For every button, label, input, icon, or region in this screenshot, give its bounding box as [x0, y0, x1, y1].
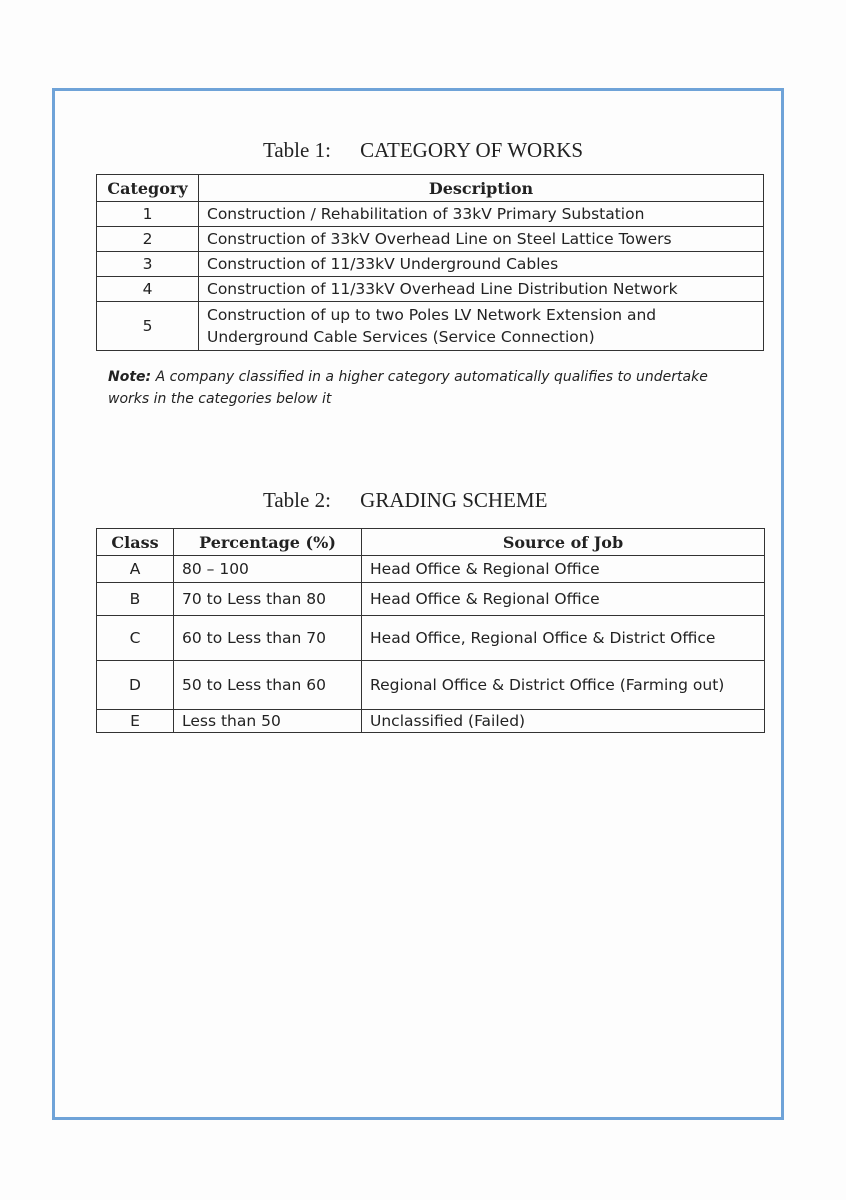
note-label: Note: [108, 369, 152, 385]
percentage-cell: Less than 50 [174, 710, 362, 733]
table1-caption [263, 138, 583, 163]
table-row [97, 661, 765, 710]
table-row [97, 616, 765, 661]
category-of-works-table [96, 174, 764, 351]
class-cell: B [97, 583, 174, 616]
description-cell: Construction of 11/33kV Overhead Line Distribution Network [199, 277, 764, 302]
category-cell: 5 [97, 302, 199, 351]
percentage-cell: 80 – 100 [174, 556, 362, 583]
category-cell: 3 [97, 252, 199, 277]
source-cell: Head Office, Regional Office & District Office [362, 616, 765, 661]
source-cell: Head Office & Regional Office [362, 556, 765, 583]
grading-scheme-table [96, 528, 765, 733]
description-cell: Construction of 33kV Overhead Line on Steel Lattice Towers [199, 227, 764, 252]
column-header-class: Class [97, 529, 174, 556]
table-row [97, 277, 764, 302]
table-row [97, 710, 765, 733]
class-cell: A [97, 556, 174, 583]
class-cell: C [97, 616, 174, 661]
table1-caption-label: Table 1: [263, 138, 331, 162]
column-header-description: Description [199, 175, 764, 202]
column-header-category: Category [97, 175, 199, 202]
table-row [97, 302, 764, 351]
category-cell: 4 [97, 277, 199, 302]
description-cell: Construction of up to two Poles LV Network Extension and Underground Cable Services (Service Connection) [199, 302, 764, 351]
table-row [97, 227, 764, 252]
table2-caption-label: Table 2: [263, 488, 331, 512]
table-header-row [97, 529, 765, 556]
note-paragraph [108, 366, 748, 410]
source-cell: Unclassified (Failed) [362, 710, 765, 733]
source-cell: Head Office & Regional Office [362, 583, 765, 616]
percentage-cell: 50 to Less than 60 [174, 661, 362, 710]
table-row [97, 583, 765, 616]
description-cell: Construction of 11/33kV Underground Cables [199, 252, 764, 277]
class-cell: D [97, 661, 174, 710]
note-text: A company classified in a higher category automatically qualifies to undertake works in the categories below it [108, 369, 708, 407]
column-header-source-of-job: Source of Job [362, 529, 765, 556]
category-cell: 1 [97, 202, 199, 227]
category-cell: 2 [97, 227, 199, 252]
table-row [97, 252, 764, 277]
table2-caption-title: GRADING SCHEME [360, 488, 548, 512]
table-header-row [97, 175, 764, 202]
table-row [97, 202, 764, 227]
column-header-percentage: Percentage (%) [174, 529, 362, 556]
table1-caption-title: CATEGORY OF WORKS [360, 138, 584, 162]
percentage-cell: 60 to Less than 70 [174, 616, 362, 661]
table2-caption [263, 488, 547, 513]
source-cell: Regional Office & District Office (Farming out) [362, 661, 765, 710]
percentage-cell: 70 to Less than 80 [174, 583, 362, 616]
class-cell: E [97, 710, 174, 733]
table-row [97, 556, 765, 583]
description-cell: Construction / Rehabilitation of 33kV Primary Substation [199, 202, 764, 227]
